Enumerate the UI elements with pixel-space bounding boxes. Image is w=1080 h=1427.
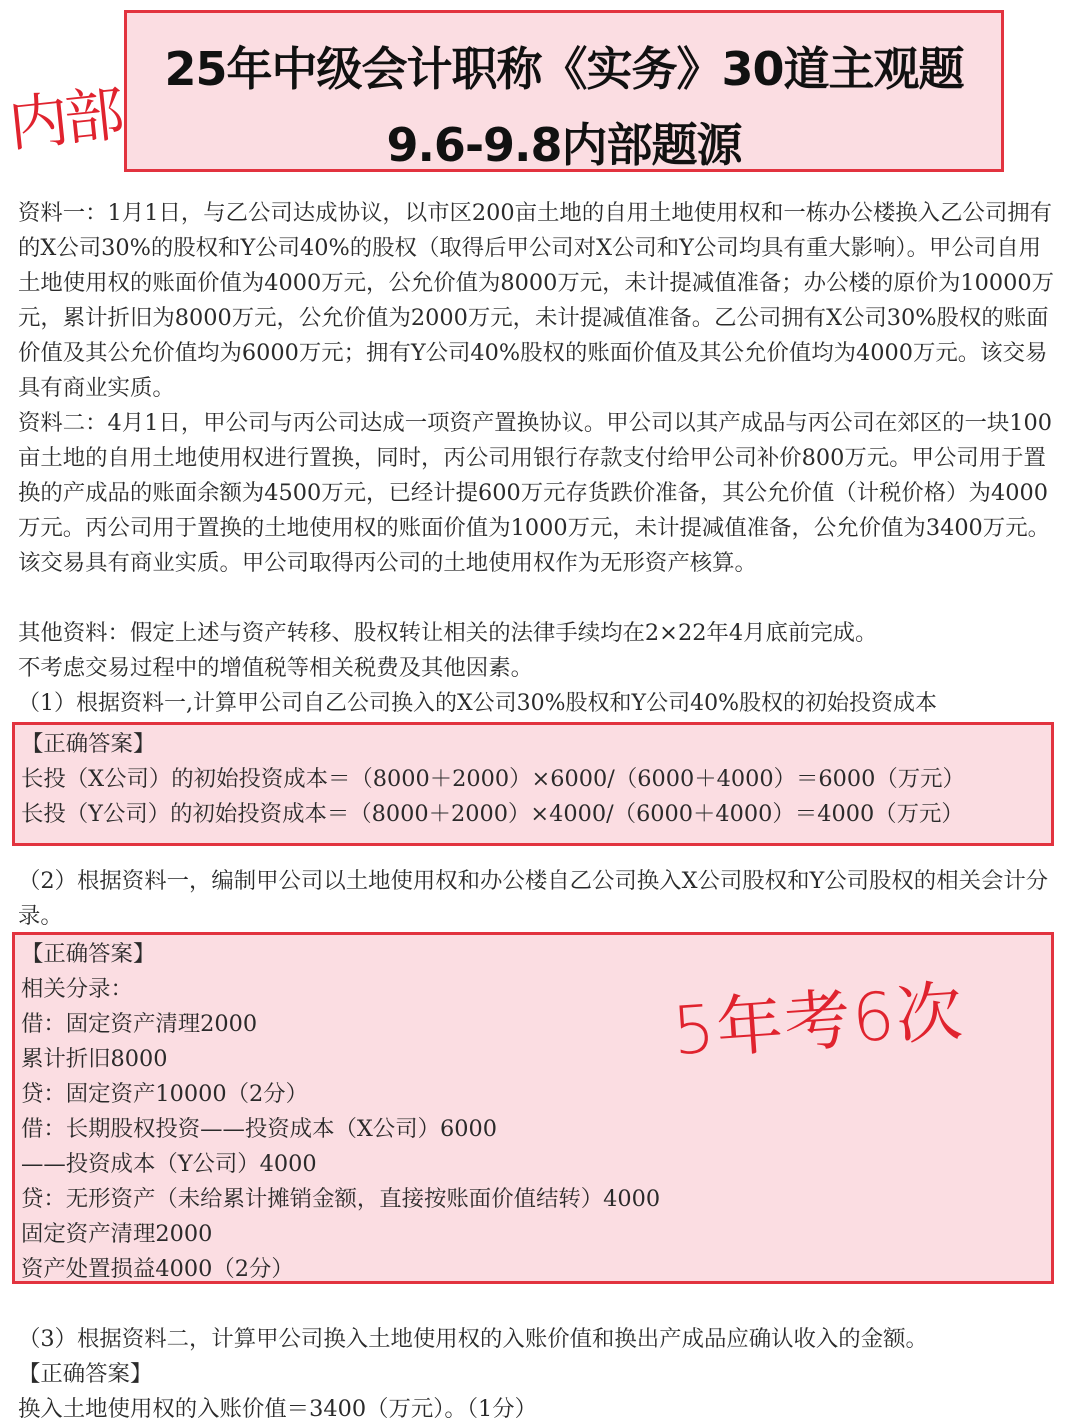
title-banner (124, 10, 1004, 172)
answer-label: 【正确答案】 (21, 731, 156, 757)
question-2: （2）根据资料一，编制甲公司以土地使用权和办公楼自乙公司换入X公司股权和Y公司股权的相关会计分录。 (18, 868, 1049, 929)
journal-entry-line: 贷：无形资产（未给累计摊销金额，直接按账面价值结转）4000 (21, 1186, 661, 1212)
journal-entry-line: 固定资产清理2000 (21, 1221, 213, 1247)
tax-note: 不考虑交易过程中的增值税等相关税费及其他因素。 (18, 655, 533, 681)
journal-entry-line: 贷：固定资产10000（2分） (21, 1081, 308, 1107)
journal-entry-line: ——投资成本（Y公司）4000 (21, 1151, 317, 1177)
question-3: （3）根据资料二，计算甲公司换入土地使用权的入账价值和换出产成品应确认收入的金额。 (18, 1326, 928, 1352)
journal-entry-line: 资产处置损益4000（2分） (21, 1256, 294, 1282)
journal-entry-line: 累计折旧8000 (21, 1046, 168, 1072)
journal-entry-line: 相关分录： (21, 976, 133, 1002)
journal-entry-line: 借：固定资产清理2000 (21, 1011, 258, 1037)
answer-label: 【正确答案】 (18, 1361, 153, 1387)
material-two: 资料二：4月1日，甲公司与丙公司达成一项资产置换协议。甲公司以其产成品与丙公司在郊区的一块100亩土地的自用土地使用权进行置换，同时，丙公司用银行存款支付给甲公司补价800万元。甲公司用于置换的产成品的账面余额为4500万元，已经计提600万元存货跌价准备，其公允价值（计税价格）为4000万元。丙公司用于置换的土地使用权的账面价值为1000万元，未计提减值准备，公允价值为3400万元。该交易具有商业实质。甲公司取得丙公司的土地使用权作为无形资产核算。 (18, 410, 1053, 576)
answer-label: 【正确答案】 (21, 941, 156, 967)
answer-line: 长投（X公司）的初始投资成本＝（8000＋2000）×6000/（6000＋4000）＝6000（万元） (21, 766, 965, 792)
answer-line: 长投（Y公司）的初始投资成本＝（8000＋2000）×4000/（6000＋4000）＝4000（万元） (21, 801, 964, 827)
answer-box-1 (12, 722, 1054, 846)
answer-line: 换入土地使用权的入账价值＝3400（万元）。（1分） (18, 1396, 538, 1422)
handwritten-note-frequency: 5年考6次 (670, 972, 967, 1071)
question-1: （1）根据资料一,计算甲公司自乙公司换入的X公司30%股权和Y公司40%股权的初始投资成本 (18, 691, 937, 716)
page-title: 25年中级会计职称《实务》30道主观题 (164, 42, 964, 96)
material-one: 资料一：1月1日，与乙公司达成协议，以市区200亩土地的自用土地使用权和一栋办公楼换入乙公司拥有的X公司30%的股权和Y公司40%的股权（取得后甲公司对X公司和Y公司均具有重大影响）。甲公司自用土地使用权的账面价值为4000万元，公允价值为8000万元，未计提减值准备；办公楼的原价为10000万元，累计折旧为8000万元，公允价值为2000万元，未计提减值准备。乙公司拥有X公司30%股权的账面价值及其公允价值均为6000万元；拥有Y公司40%股权的账面价值及其公允价值均为4000万元。该交易具有商业实质。 (18, 200, 1055, 401)
handwritten-note-internal: 内部 (5, 79, 124, 161)
page-subtitle: 9.6-9.8内部题源 (386, 118, 742, 172)
other-material: 其他资料：假定上述与资产转移、股权转让相关的法律手续均在2×22年4月底前完成。 (18, 620, 878, 646)
journal-entry-line: 借：长期股权投资——投资成本（X公司）6000 (21, 1116, 497, 1142)
